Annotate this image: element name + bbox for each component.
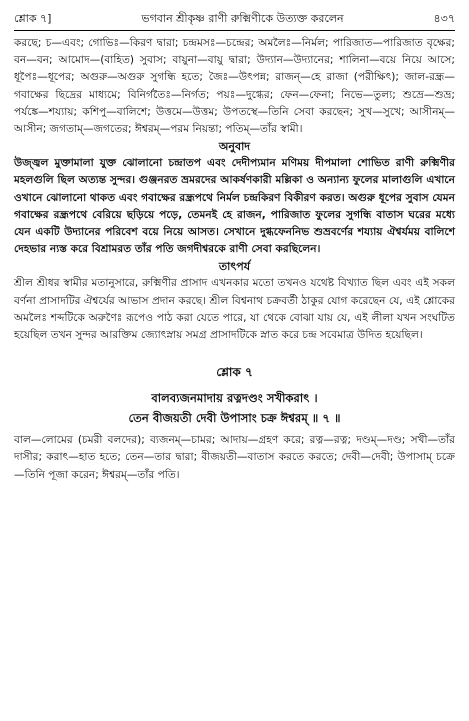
page-header xyxy=(14,10,455,26)
synonyms-top: করছে; চ—এবং; গোভিঃ—কিরণ দ্বারা; চন্দ্রমসঃ—চন্দ্রের; অমলৈঃ—নির্মল; পারিজাত—পারিজাত বৃক্ষের; বন—বন; আমোদ—(বাহিত) সুবাস; বায়ুনা—বায়ু দ্বারা; উদ্যান—উদ্যানের; শালিনা—বয়ে নিয়ে আসে; ধূপৈঃ—ধূপের; অগুরু—অগুরু সুগন্ধি হতে; জৈঃ—উৎপন্ন; রাজন্—হে রাজা (পরীক্ষিৎ); জাল-রন্ধ্র—গবাক্ষের ছিদ্রের মাধ্যমে; বিনির্গতৈঃ—নির্গত; পয়ঃ—দুগ্ধের; ফেন—ফেনা; নিভে—তুল্য; শুভ্রে—শুভ্র; পর্যঙ্কে—শয্যায়; কশিপু—বালিশে; উত্তমে—উত্তম; উপতস্থে—তিনি সেবা করছেন; সুখ—সুখে; আসীনম্—আসীন; জগতাম্—জগতের; ঈশ্বরম্—পরম নিয়ন্তা; পতিম্—তাঁর স্বামী। xyxy=(14,37,455,136)
book-page xyxy=(14,10,455,484)
header-verse-ref: শ্লোক ৭] xyxy=(14,12,52,25)
header-chapter-title: ভগবান শ্রীকৃষ্ণ রাণী রুক্মিণীকে উত্যক্ত করলেন xyxy=(141,12,344,25)
header-rule xyxy=(14,30,455,31)
verse-line-1: বালব্যজনমাদায় রত্নদণ্ডং সখীকরাৎ । xyxy=(151,391,318,406)
header-page-number: ৪৩৭ xyxy=(433,12,455,25)
translation-heading: অনুবাদ xyxy=(218,140,251,154)
purport-text: শ্রীল শ্রীধর স্বামীর মতানুসারে, রুক্মিণীর প্রাসাদ এখনকার মতো তখনও যথেষ্ট বিখ্যাত ছিল এবং এই সকল বর্ণনা প্রাসাদটির ঐশ্বর্যের আভাস প্রদান করছে। শ্রীল বিশ্বনাথ চক্রবর্তী ঠাকুর যোগ করেছেন যে, এই শ্লোকের অমলৈঃ শব্দটিকে অরুণৈঃ রূপেও পাঠ করা যেতে পারে, যা থেকে বোঝা যায় যে, এই লীলা যখন সংঘটিত হয়েছিল তখন সুন্দর আরক্তিম জ্যোৎস্নায় সমগ্র প্রাসাদটিকে স্নাত করে চন্দ্র সবেমাত্র উদিত হয়েছিল। xyxy=(14,277,455,342)
verse-number: শ্লোক ৭ xyxy=(216,365,253,380)
translation-text: উজ্জ্বল মুক্তামালা যুক্ত ঝোলানো চন্দ্রাতপ এবং দেদীপ্যমান মণিময় দীপমালা শোভিত রাণী রুক্মিণীর মহলগুলি ছিল অত্যন্ত সুন্দর। গুঞ্জনরত ভ্রমরদের আকর্ষণকারী মল্লিকা ও অন্যান্য ফুলের মালাগুলি এখানে ওখানে ঝোলানো থাকত এবং গবাক্ষের রন্ধ্রপথে নির্মল চন্দ্রকিরণ বিকীরণ করত। অগুরু ধূপের সুবাস যেমন গবাক্ষের রন্ধ্রপথে বেরিয়ে ছড়িয়ে পড়ে, তেমনই হে রাজন, পারিজাত ফুলের সুগন্ধি বাতাস ঘরের মধ্যে যেন একটি উদ্যানের পরিবেশ বয়ে নিয়ে আসত। সেখানে দুগ্ধফেননিভ শুভ্রবর্ণের শয্যায় ঐশ্বর্যময় বালিশে দেহভার ন্যস্ত করে বিশ্রামরত তাঁর পতি জগদীশ্বরকে রাণী সেবা করছিলেন। xyxy=(14,157,455,256)
synonyms-bottom: বাল—লোমের (চমরী বলদের); ব্যজনম্—চামর; আদায়—গ্রহণ করে; রত্ন—রত্ন; দণ্ডম্—দণ্ড; সখী—তাঁর দাসীর; করাৎ—হাত হতে; তেন—তার দ্বারা; বীজয়তী—বাতাস করতে করতে; দেবী—দেবী; উপাসাম্ চক্রে—তিনি পূজা করেন; ঈশ্বরম্—তাঁর পতি। xyxy=(14,434,455,481)
verse-line-2: তেন বীজয়তী দেবী উপাসাং চক্র ঈশ্বরম্ ॥ ৭ ॥ xyxy=(128,411,341,426)
purport-heading: তাৎপর্য xyxy=(218,260,251,274)
